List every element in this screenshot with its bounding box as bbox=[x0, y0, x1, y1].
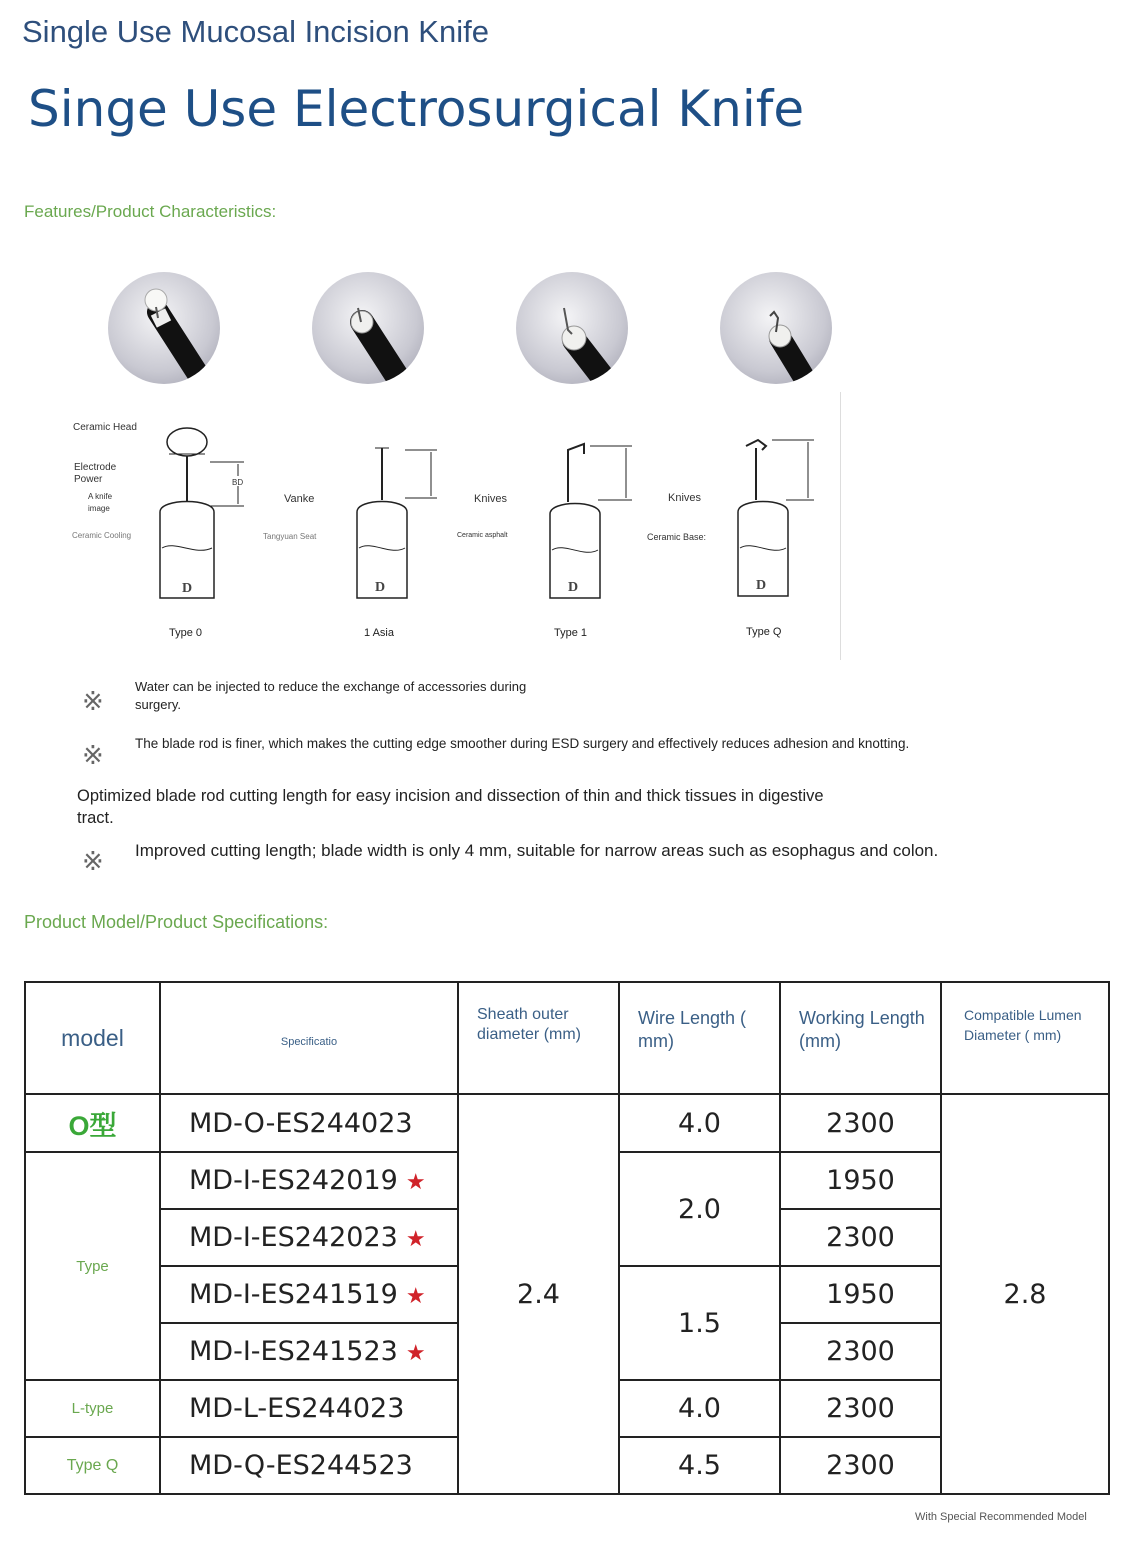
label-electrode-power: Electrode Power bbox=[74, 462, 117, 485]
feature-item: Water can be injected to reduce the exchange of accessories during surgery. bbox=[135, 679, 527, 712]
bullet-mark: ※ bbox=[82, 846, 104, 876]
diagram-type-q bbox=[732, 432, 842, 607]
model-code: MD-I-ES242023 bbox=[189, 1222, 398, 1253]
model-code: MD-Q-ES244523 bbox=[189, 1450, 413, 1481]
product-photo-asia bbox=[312, 272, 424, 384]
model-code-cell bbox=[160, 1152, 458, 1209]
model-code-cell bbox=[160, 1094, 458, 1152]
label-ceramic-base: Ceramic Base: bbox=[647, 532, 707, 542]
model-code-cell bbox=[160, 1437, 458, 1494]
label-vanke: Vanke bbox=[284, 493, 315, 505]
model-code: MD-I-ES241523 bbox=[189, 1336, 398, 1367]
label-ceramic-head: Ceramic Head bbox=[73, 422, 137, 433]
working-value: 2300 bbox=[780, 1094, 941, 1152]
model-code: MD-I-ES242019 bbox=[189, 1165, 398, 1196]
recommended-star-icon: ★ bbox=[405, 1284, 426, 1309]
model-code-cell bbox=[160, 1209, 458, 1266]
working-value: 1950 bbox=[780, 1152, 941, 1209]
label-ceramic-asphalt: Ceramic asphalt bbox=[457, 532, 508, 539]
wire-value: 4.5 bbox=[619, 1437, 780, 1494]
header-model: model bbox=[25, 982, 160, 1094]
model-code: MD-I-ES241519 bbox=[189, 1279, 398, 1310]
group-l: L-type bbox=[25, 1380, 160, 1437]
product-photo-type-1 bbox=[516, 272, 628, 384]
recommended-star-icon: ★ bbox=[405, 1227, 426, 1252]
product-photo-type-0 bbox=[108, 272, 220, 384]
lumen-value: 2.8 bbox=[941, 1094, 1109, 1494]
knife-photo-icon bbox=[108, 272, 220, 384]
diagram-type-0 bbox=[140, 420, 260, 610]
svg-text:D: D bbox=[182, 581, 193, 596]
feature-item: Improved cutting length; blade width is only 4 mm, suitable for narrow areas such as esophagus and colon. bbox=[135, 841, 939, 860]
model-code-cell bbox=[160, 1323, 458, 1380]
working-value: 2300 bbox=[780, 1209, 941, 1266]
header-working: Working Length (mm) bbox=[780, 982, 941, 1094]
working-value: 2300 bbox=[780, 1437, 941, 1494]
knife-photo-icon bbox=[312, 272, 424, 384]
specs-heading: Product Model/Product Specifications: bbox=[24, 912, 329, 932]
label-ceramic-cooling: Ceramic Cooling bbox=[72, 531, 132, 540]
main-title: Singe Use Electrosurgical Knife bbox=[28, 80, 805, 138]
svg-text:D: D bbox=[568, 580, 579, 595]
header-lumen: Compatible Lumen Diameter ( mm) bbox=[941, 982, 1109, 1094]
label-knives-1: Knives bbox=[474, 493, 508, 505]
header-spec: Specificatio bbox=[160, 982, 458, 1094]
recommended-star-icon: ★ bbox=[405, 1341, 426, 1366]
svg-text:D: D bbox=[756, 578, 767, 593]
wire-value: 2.0 bbox=[619, 1152, 780, 1266]
table-row bbox=[25, 1094, 1109, 1152]
table-header-row bbox=[25, 982, 1109, 1094]
working-value: 2300 bbox=[780, 1380, 941, 1437]
diagram-type-1 bbox=[540, 436, 650, 611]
diagram-asia bbox=[345, 436, 455, 611]
sheath-value: 2.4 bbox=[458, 1094, 619, 1494]
knife-photo-icon bbox=[720, 272, 832, 384]
product-photo-type-q bbox=[720, 272, 832, 384]
feature-item: The blade rod is finer, which makes the cutting edge smoother during ESD surgery and effectively reduces adhesion and knotting. bbox=[135, 736, 910, 751]
wire-value: 1.5 bbox=[619, 1266, 780, 1380]
caption-type-1: Type 1 bbox=[554, 627, 588, 639]
bullet-mark: ※ bbox=[82, 740, 104, 770]
model-code: MD-O-ES244023 bbox=[189, 1107, 413, 1139]
features-heading: Features/Product Characteristics: bbox=[24, 202, 277, 221]
model-code-cell bbox=[160, 1266, 458, 1323]
caption-asia: 1 Asia bbox=[364, 627, 394, 639]
page-title: Single Use Mucosal Incision Knife bbox=[22, 14, 489, 49]
model-code-cell bbox=[160, 1380, 458, 1437]
label-knives-2: Knives bbox=[668, 492, 702, 504]
model-code: MD-L-ES244023 bbox=[189, 1393, 405, 1424]
svg-text:BD: BD bbox=[232, 478, 244, 487]
recommended-star-icon: ★ bbox=[405, 1170, 426, 1195]
caption-type-q: Type Q bbox=[746, 626, 782, 638]
label-tangyuan-seat: Tangyuan Seat bbox=[263, 532, 317, 541]
group-type: Type bbox=[25, 1152, 160, 1380]
bullet-mark: ※ bbox=[82, 686, 104, 716]
diagram-divider bbox=[840, 392, 841, 660]
caption-type-0: Type 0 bbox=[169, 627, 203, 639]
header-sheath: Sheath outer diameter (mm) bbox=[458, 982, 619, 1094]
wire-value: 4.0 bbox=[619, 1380, 780, 1437]
label-knife-image: A knife image bbox=[88, 492, 113, 513]
working-value: 2300 bbox=[780, 1323, 941, 1380]
working-value: 1950 bbox=[780, 1266, 941, 1323]
wire-value: 4.0 bbox=[619, 1094, 780, 1152]
svg-text:D: D bbox=[375, 580, 386, 595]
footnote: With Special Recommended Model bbox=[915, 1511, 1087, 1523]
knife-photo-icon bbox=[516, 272, 628, 384]
group-q: Type Q bbox=[25, 1437, 160, 1494]
header-wire: Wire Length ( mm) bbox=[619, 982, 780, 1094]
feature-item: Optimized blade rod cutting length for easy incision and dissection of thin and thick tissues in digestive tract. bbox=[77, 787, 824, 827]
group-o: O型 bbox=[25, 1094, 160, 1152]
spec-table bbox=[24, 981, 1110, 1495]
